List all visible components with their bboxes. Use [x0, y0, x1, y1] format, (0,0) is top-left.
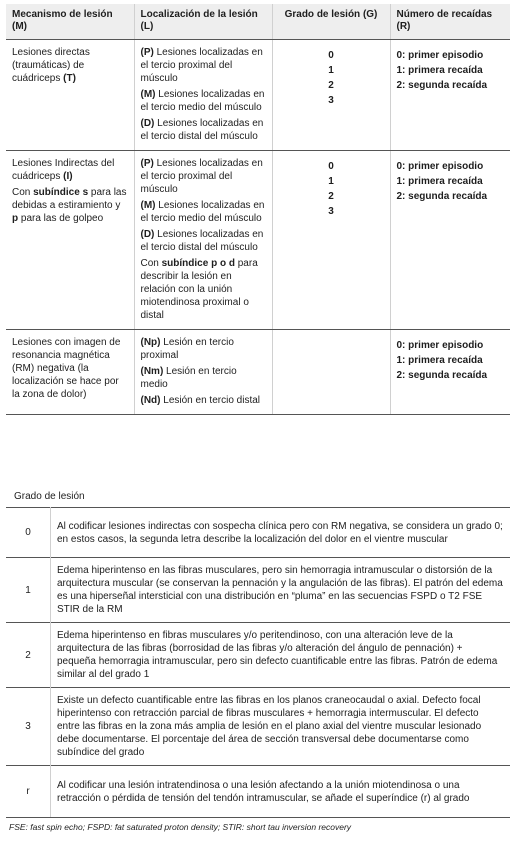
recurrences-cell	[390, 151, 510, 330]
grade-row	[6, 508, 510, 558]
footnote: FSE: fast spin echo; FSPD: fat saturated proton density; STIR: short tau inversion recovery	[9, 822, 352, 832]
grade-description: Al codificar lesiones indirectas con sospecha clínica pero con RM negativa, se considera un grado 0; en estos casos, la segunda letra describe la localización del dolor en el vientre muscular	[51, 508, 511, 558]
recurrence-item: 0: primer episodio	[396, 340, 484, 351]
grade-description: Existe un defecto cuantificable entre las fibras en los planos craneocaudal o axial. Defecto focal hiperintenso con retracción parcial de fibras musculares + hemorragia intermuscular. El defecto entre las fibras en la zona más amplia de lesión en el plano axial del vientre muscular lesionado debe documentarse. El porcentaje del área de sección transversal debe documentarse como subíndice del grado	[51, 688, 511, 766]
grade-label: r	[6, 766, 51, 818]
table-row-indirect	[6, 151, 510, 330]
recurrence-item: 1: primera recaída	[396, 355, 483, 366]
table-row-direct	[6, 40, 510, 151]
recurrence-item: 0: primer episodio	[396, 50, 484, 61]
recurrence-item: 2: segunda recaída	[396, 191, 488, 202]
grades-cell	[272, 151, 390, 330]
recurrences-cell	[390, 330, 510, 415]
grade-label: 1	[6, 558, 51, 623]
location-item: (D) Lesiones localizadas en el tercio distal del músculo	[140, 229, 264, 253]
location-item: (Np) Lesión en tercio proximal	[140, 337, 234, 361]
grade-value: 0	[328, 161, 334, 172]
grade-label: 3	[6, 688, 51, 766]
table-row-negative-mri	[6, 330, 510, 415]
recurrence-item: 2: segunda recaída	[396, 80, 488, 91]
grades-table	[6, 507, 510, 818]
table-header-row	[6, 4, 510, 40]
header-location: Localización de la lesión (L)	[134, 4, 272, 40]
mechanism-cell	[6, 151, 134, 330]
mechanism-subscript-note: Con subíndice s para las debidas a estiramiento y p para las de golpeo	[12, 187, 127, 224]
recurrences-cell	[390, 40, 510, 151]
grade-value: 3	[328, 206, 334, 217]
grade-label: 2	[6, 623, 51, 688]
classification-table	[6, 4, 510, 415]
header-mechanism: Mecanismo de lesión (M)	[6, 4, 134, 40]
grade-row	[6, 766, 510, 818]
recurrence-item: 1: primera recaída	[396, 65, 483, 76]
grade-value: 1	[328, 65, 334, 76]
grade-description: Al codificar una lesión intratendinosa o una lesión afectando a la unión miotendinosa o una retracción o pérdida de tensión del tendón intramuscular, se añade el superíndice (r) al grado	[51, 766, 511, 818]
grade-row	[6, 688, 510, 766]
mechanism-text: Lesiones directas (traumáticas) de cuádriceps (T)	[12, 47, 90, 84]
grade-description: Edema hiperintenso en las fibras musculares, pero sin hemorragia intramuscular o distorsión de la arquitectura muscular (se conservan la pennación y la angulación de las fibras). El patrón del edema es una hiperseñal intersticial con una distribución en “pluma” en las secuencias FSPD o T2 FSE STIR de la RM	[51, 558, 511, 623]
mechanism-cell	[6, 330, 134, 415]
mechanism-text: Lesiones Indirectas del cuádriceps (I)	[12, 158, 115, 182]
location-cell	[134, 40, 272, 151]
grades-cell-empty	[272, 330, 390, 415]
recurrence-item: 1: primera recaída	[396, 176, 483, 187]
grades-section-title: Grado de lesión	[14, 491, 85, 502]
grade-row	[6, 623, 510, 688]
header-grade: Grado de lesión (G)	[272, 4, 390, 40]
location-item: (P) Lesiones localizadas en el tercio proximal del músculo	[140, 47, 263, 84]
location-item: (M) Lesiones localizadas en el tercio medio del músculo	[140, 89, 265, 113]
mechanism-cell	[6, 40, 134, 151]
mechanism-text: Lesiones con imagen de resonancia magnética (RM) negativa (la localización se hace por la zona de dolor)	[12, 337, 121, 400]
recurrence-item: 2: segunda recaída	[396, 370, 488, 381]
location-item: (Nd) Lesión en tercio distal	[140, 395, 261, 406]
grade-label: 0	[6, 508, 51, 558]
grade-value: 1	[328, 176, 334, 187]
grade-value: 0	[328, 50, 334, 61]
grade-row	[6, 558, 510, 623]
grades-cell	[272, 40, 390, 151]
location-cell	[134, 330, 272, 415]
location-subscript-note: Con subíndice p o d para describir la lesión en relación con la unión miotendinosa proximal o distal	[140, 258, 258, 321]
location-cell	[134, 151, 272, 330]
recurrence-item: 0: primer episodio	[396, 161, 484, 172]
location-item: (D) Lesiones localizadas en el tercio distal del músculo	[140, 118, 264, 142]
grade-description: Edema hiperintenso en fibras musculares y/o peritendinoso, con una alteración leve de la arquitectura de las fibras (borrosidad de las fibras y/o alteración del ángulo de pennación) + pequeña hemorragia intramuscular, pero sin defecto cuantificable entre las fibras. Patrón de edema similar al del grado 1	[51, 623, 511, 688]
location-item: (M) Lesiones localizadas en el tercio medio del músculo	[140, 200, 265, 224]
location-item: (Nm) Lesión en tercio medio	[140, 366, 237, 390]
location-item: (P) Lesiones localizadas en el tercio proximal del músculo	[140, 158, 263, 195]
grade-value: 2	[328, 191, 334, 202]
grade-value: 2	[328, 80, 334, 91]
header-recurrences: Número de recaídas (R)	[390, 4, 510, 40]
grade-value: 3	[328, 95, 334, 106]
